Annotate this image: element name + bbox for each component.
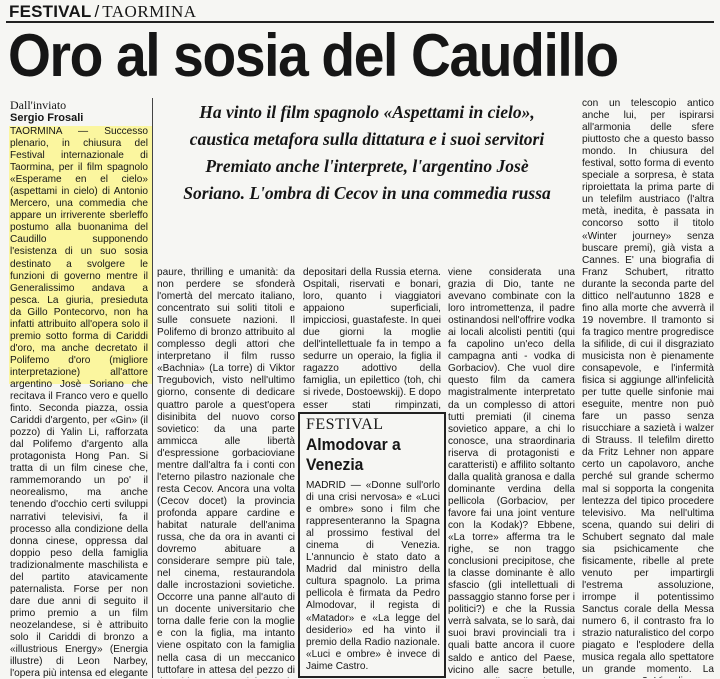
author-name: Sergio Frosali [10, 112, 84, 124]
article-column-3 [303, 267, 441, 412]
location-label: TAORMINA [102, 2, 197, 21]
section-kicker [9, 2, 197, 21]
article-column-1 [10, 126, 148, 678]
sidebar-label: FESTIVAL [306, 416, 384, 433]
sidebar-body: MADRID — «Donne sull'orlo di una crisi nervosa» e «Luci e ombre» sono i film che rappresenteranno la Spagna al prossimo festival del cinema di Venezia. L'annuncio è stato dato a Madrid dal ministro della cultura spagnolo. La prima pellicola è firmata da Pedro Almodovar, il regista di «Matador» e «La legge del desiderio» ed ha vinto il premio della Radio nazionale. «Luci e ombre» è invece di Jaime Castro. [306, 480, 440, 672]
article-text: paure, thrilling e umanità: da non perdere se sfonderà l'omertà del mercato italiano, concentrato sui soliti titoli e sulle consuete nazioni. Il Polifemo di bronzo attribuito al complesso degli attori che interpretano il film russo «Bachnia» (La torre) di Viktor Tregubovich, visto nell'ultimo giorno, consente di dedicare quattro parole a quest'opera disinibita del nuovo corso sovietico: da una parte ammicca alle libertà d'espressione gorbacioviane mentre dall'altra fa i conti con l'eterno pilastro nazionale che resta Cecov. Ancora una volta (Cecov docet) la provincia profonda appare cardine e habitat naturale dell'anima russa, che da ora in avanti ci dovremo abituare a considerare sempre più tale, nel cinema, restaurandola dalle incrostazioni sovietiche. Occorre una panne all'auto di un docente universitario che torna dalle ferie con la moglie e con la figlia, ma intanto viene ospitato con la famiglia nella casa di un meccanico tuttofare in attesa del pezzo di [157, 267, 295, 676]
article-column-5 [582, 98, 714, 678]
deck-line-1: Ha vinto il film spagnolo «Aspettami in cielo», [199, 102, 535, 122]
article-column-2 [157, 267, 295, 678]
kicker-separator: / [94, 2, 100, 21]
sidebar-title: Almodovar a Venezia [306, 435, 401, 474]
dateline-label: Dall'inviato [10, 98, 67, 112]
sidebar-text [306, 480, 440, 676]
article-text: TAORMINA — Successo plenario, in chiusura del Festival internazionale di Taormina, per il film spagnolo «Esperame en el cielo» (aspettami in cielo) di Antonio Mercero, una commedia che appare un irriverente sberleffo postumo alla buonanima del Caudillo supponendo l'esistenza di un suo sosia destinato a svolgere le funzioni di governo mentre il Generalissimo andava a pesca. La giuria, presieduta da Gillo Pontecorvo, non ha infatti attribuito all'opera solo il premio sotto forma di Cariddi d'oro, ma anche decretato il Polifemo d'oro (migliore interpretazione) all'attore argentino Josè Soriano che recitava il Franco vero e quello finto. Seconda piazza, ossia Cariddi d'argento, per «Gin» (il pozzo) di Yalin Li, rafforzata dal Polifemo d'argento alla protagonista Hong Pan. Si tratta di un film cinese che, rammemorando un po' il neorealismo, ma anche tenendo d'occhio certi sviluppi narrativi televisivi, fa il processo alla condizione della donna cinese, oppressa dal doppio peso della famiglia tradizionalmente maschilista e del partito atavicamente paternalista. Forse per non dare due anni di seguito il primo premio a un film neozelandese, si è attribuito solo il Cariddi di bronzo a «illustrious Energy» (Energia illustre) di Leon Narbey, l'opera più intensa ed elegante [10, 126, 148, 678]
subheadline-deck [160, 99, 574, 264]
deck-line-2: caustica metafora sulla dittatura e i suoi servitori [189, 129, 545, 149]
column-divider [152, 98, 153, 678]
deck-line-3: Premiato anche l'interprete, l'argentino Josè [205, 156, 529, 176]
article-text: con un telescopio antico anche lui, per ispirarsi all'armonia delle sfere piuttosto che a questo basso mondo. In chiusura del festival, sotto forma di evento speciale a sorpresa, è stata riproiettata la prima parte di un telefilm austriaco (l'altra metà, inedita, è passata in concorso sotto il titolo «Winter journey» senza buscare premi), già vista a Cannes. E' una biografia di Franz Schubert, ritratto durante la seconda parte del dittico nell'autunno 1828 e fino alla morte che avverrà il 19 novembre. Il tramonto si fa tragico mentre progredisce la sifilide, di cui il disgraziato musicista non è pienamente consapevole, e l'infermità fisica si aggiunge all'infelicità per tutte quelle sinfonie mai eseguite, mentre non può fare un passo senza risucchiare a sazietà i walzer di Strauss. Il telefilm diretto da Fritz Lehner non appare certo un capolavoro, anche perché sul grande schermo mal si sopporta la congenita lentezza del tipico procedere televisivo. Ma nell'ultima scena, quando sui deliri di Schubert segnato dal male sia psichicamente che fisicamente, ribelle al prete venuto per impartirgli l'estrema assoluzione, irrompe il potentissimo Sanctus corale della Messa numero 6, il contrasto fra lo strazio naturalistico del corpo piagato e l'esplodere della musica regala allo spettatore un grande momento. La [582, 98, 714, 676]
headline: Oro al sosia del Caudillo [8, 22, 618, 89]
section-label: FESTIVAL [9, 2, 92, 21]
article-column-4 [448, 267, 575, 678]
deck-line-4: Soriano. L'ombra di Cecov in una commedia russa [183, 183, 551, 203]
article-text: depositari della Russia eterna. Ospitali, riservati e bonari, loro, quanto i viaggiatori appaiono superficiali, impicciosi, guastafeste. In quei due giorni la moglie dell'intellettuale fa in tempo a sedurre un operaio, la figlia il ragazzo adottivo della famiglia, un epilettico (toh, chi si rivede, Dostoewskij). E dopo esser stati rimpinzati, [303, 267, 441, 411]
article-text: viene considerata una grazia di Dio, tante ne avevano combinate con la loro intromettenza, il padre ostinandosi nell'offrire vodka ai locali alcolisti pentiti (qui fa capolino un'eco della campagna anti - vodka di Gorbaciov). Che vuol dire questo film da camera magistralmente interpretato da un complesso di attori tutti premiati (il cinema sovietico appare, a chi lo conosce, una straordinaria riserva di protagonisti e caratteristi) e affilito soltanto dalla qualità granosa e dalla dominante verdina della pellicola (Gorbaciov, per favore fai una joint venture con la Kodak)? Ebbene, «La torre» afferma tra le righe, se non traggo conclusioni precipitose, che la classe dominante è allo sfascio (gli intellettuali di passaggio stanno forse per i politici?) e che la Russia verrà salvata, se lo sarà, dai suoi bravi provinciali tra i quali batte ancora il cuore saldo e antico del Paese, vicino alle sacre betulle, [448, 267, 575, 676]
